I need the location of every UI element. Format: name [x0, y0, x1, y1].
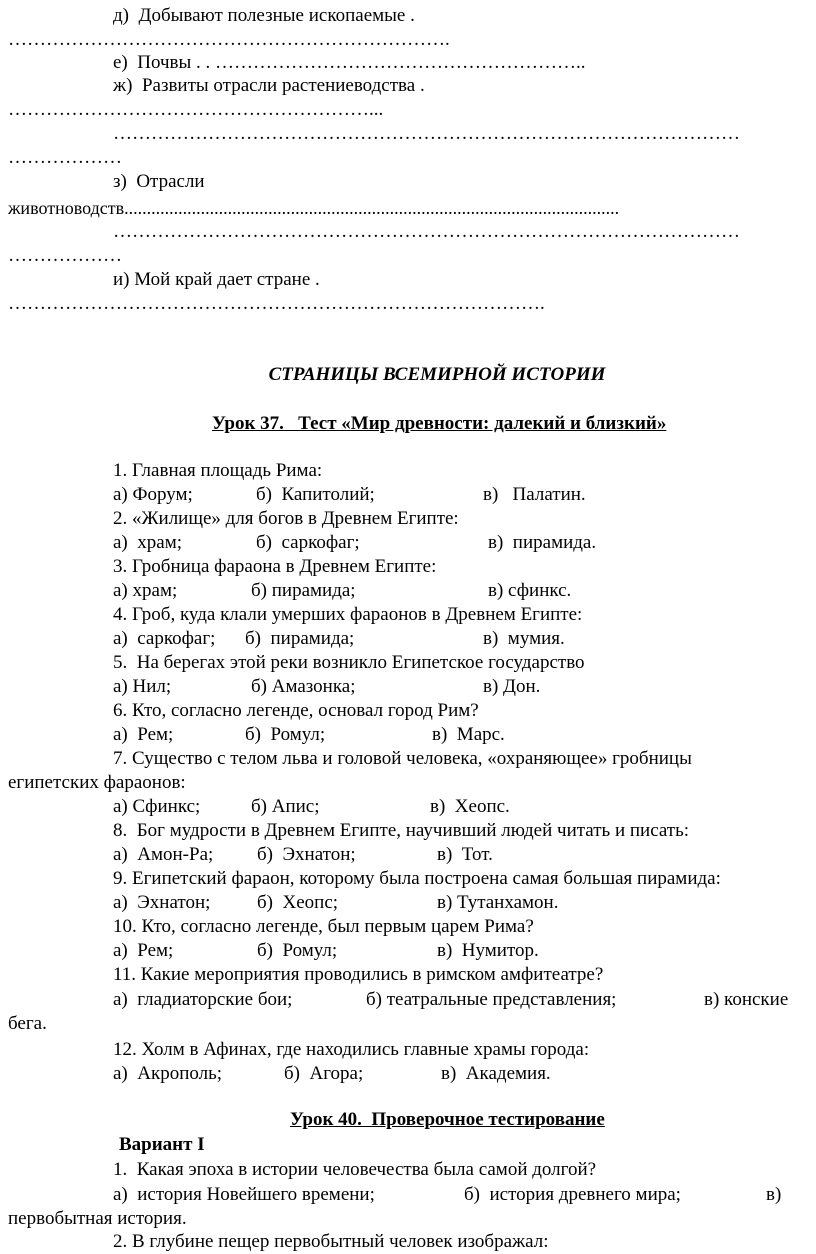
- q6-option-c: в) Марс.: [432, 724, 505, 745]
- q12-option-a: а) Акрополь;: [113, 1063, 223, 1084]
- q3-option-a: а) храм;: [113, 580, 178, 601]
- q6-option-b: б) Ромул;: [245, 724, 326, 745]
- q5-option-a: а) Нил;: [113, 676, 172, 697]
- q11-option-a: а) гладиаторские бои;: [113, 989, 293, 1010]
- question-5: 5. На берегах этой реки возникло Египетское государство: [113, 652, 585, 673]
- q8-option-b: б) Эхнатон;: [257, 844, 356, 865]
- q10-option-a: а) Рем;: [113, 940, 174, 961]
- q3-option-b: б) пирамида;: [251, 580, 356, 601]
- q2-option-b: б) саркофаг;: [256, 532, 360, 553]
- l40-q1-option-b: б) история древнего мира;: [464, 1184, 681, 1205]
- variant-label: Вариант I: [119, 1134, 205, 1155]
- section-title: СТРАНИЦЫ ВСЕМИРНОЙ ИСТОРИИ: [268, 364, 606, 385]
- q5-option-b: б) Амазонка;: [251, 676, 356, 697]
- question-4: 4. Гроб, куда клали умерших фараонов в Древнем Египте:: [113, 604, 583, 625]
- l40-q1-option-a: а) история Новейшего времени;: [113, 1184, 375, 1205]
- lesson37-title: Урок 37. Тест «Мир древности: далекий и близкий»: [212, 413, 667, 434]
- q4-option-c: в) мумия.: [483, 628, 565, 649]
- lesson40-title: Урок 40. Проверочное тестирование: [290, 1109, 605, 1130]
- l40-q1-option-c: в): [766, 1184, 782, 1205]
- answer-line-d: …………………………………………………………….: [8, 29, 450, 50]
- question-11: 11. Какие мероприятия проводились в римском амфитеатре?: [113, 964, 604, 985]
- answer-line-zh: …………………………………………………...: [8, 99, 384, 120]
- q8-option-a: а) Амон-Ра;: [113, 844, 214, 865]
- q4-option-b: б) пирамида;: [245, 628, 355, 649]
- question-9: 9. Египетский фараон, которому была построена самая большая пирамида:: [113, 868, 721, 889]
- question-7-continued: египетских фараонов:: [8, 772, 186, 793]
- q1-option-a: а) Форум;: [113, 484, 193, 505]
- l40-question-2: 2. В глубине пещер первобытный человек изображал:: [113, 1231, 549, 1252]
- question-3: 3. Гробница фараона в Древнем Египте:: [113, 556, 437, 577]
- question-7: 7. Существо с телом льва и головой человека, «охраняющее» гробницы: [113, 748, 692, 769]
- question-1: 1. Главная площадь Рима:: [113, 460, 323, 481]
- question-10: 10. Кто, согласно легенде, был первым царем Рима?: [113, 916, 534, 937]
- q11-option-b: б) театральные представления;: [366, 989, 617, 1010]
- q10-option-b: б) Ромул;: [257, 940, 338, 961]
- q9-option-c: в) Тутанхамон.: [437, 892, 559, 913]
- l40-q1-option-c-continued: первобытная история.: [8, 1208, 187, 1229]
- item-zh: ж) Развиты отрасли растениеводства .: [113, 75, 425, 96]
- item-e: е) Почвы . . …………………………………………………..: [113, 52, 586, 73]
- q12-option-c: в) Академия.: [441, 1063, 551, 1084]
- q5-option-c: в) Дон.: [483, 676, 541, 697]
- q2-option-c: в) пирамида.: [488, 532, 597, 553]
- item-i: и) Мой край дает стране .: [113, 269, 320, 290]
- question-6: 6. Кто, согласно легенде, основал город Рим?: [113, 700, 479, 721]
- q11-option-c: в) конские: [704, 989, 789, 1010]
- item-d: д) Добывают полезные ископаемые .: [113, 5, 415, 26]
- item-z-continued: животноводств..............................................................................................................: [8, 198, 620, 218]
- q9-option-b: б) Хеопс;: [257, 892, 339, 913]
- question-2: 2. «Жилище» для богов в Древнем Египте:: [113, 508, 459, 529]
- q7-option-b: б) Апис;: [251, 796, 320, 817]
- answer-line-short-1: ………………: [8, 147, 122, 168]
- q9-option-a: а) Эхнатон;: [113, 892, 211, 913]
- q7-option-c: в) Хеопс.: [430, 796, 510, 817]
- item-z: з) Отрасли: [113, 171, 205, 192]
- answer-line-long-1: ………………………………………………………………………………………: [113, 123, 740, 144]
- q10-option-c: в) Нумитор.: [437, 940, 539, 961]
- answer-line-i: ………………………………………………………………………….: [8, 293, 545, 314]
- q6-option-a: а) Рем;: [113, 724, 174, 745]
- q3-option-c: в) сфинкс.: [488, 580, 572, 601]
- answer-line-long-2: ………………………………………………………………………………………: [113, 221, 740, 242]
- q7-option-a: а) Сфинкс;: [113, 796, 201, 817]
- q1-option-c: в) Палатин.: [483, 484, 586, 505]
- q4-option-a: а) саркофаг;: [113, 628, 216, 649]
- q12-option-b: б) Агора;: [284, 1063, 364, 1084]
- q1-option-b: б) Капитолий;: [256, 484, 375, 505]
- question-8: 8. Бог мудрости в Древнем Египте, научивший людей читать и писать:: [113, 820, 690, 841]
- q8-option-c: в) Тот.: [437, 844, 493, 865]
- question-12: 12. Холм в Афинах, где находились главные храмы города:: [113, 1039, 590, 1060]
- l40-question-1: 1. Какая эпоха в истории человечества была самой долгой?: [113, 1159, 597, 1180]
- answer-line-short-2: ………………: [8, 245, 122, 266]
- q11-option-c-continued: бега.: [8, 1013, 47, 1034]
- q2-option-a: а) храм;: [113, 532, 182, 553]
